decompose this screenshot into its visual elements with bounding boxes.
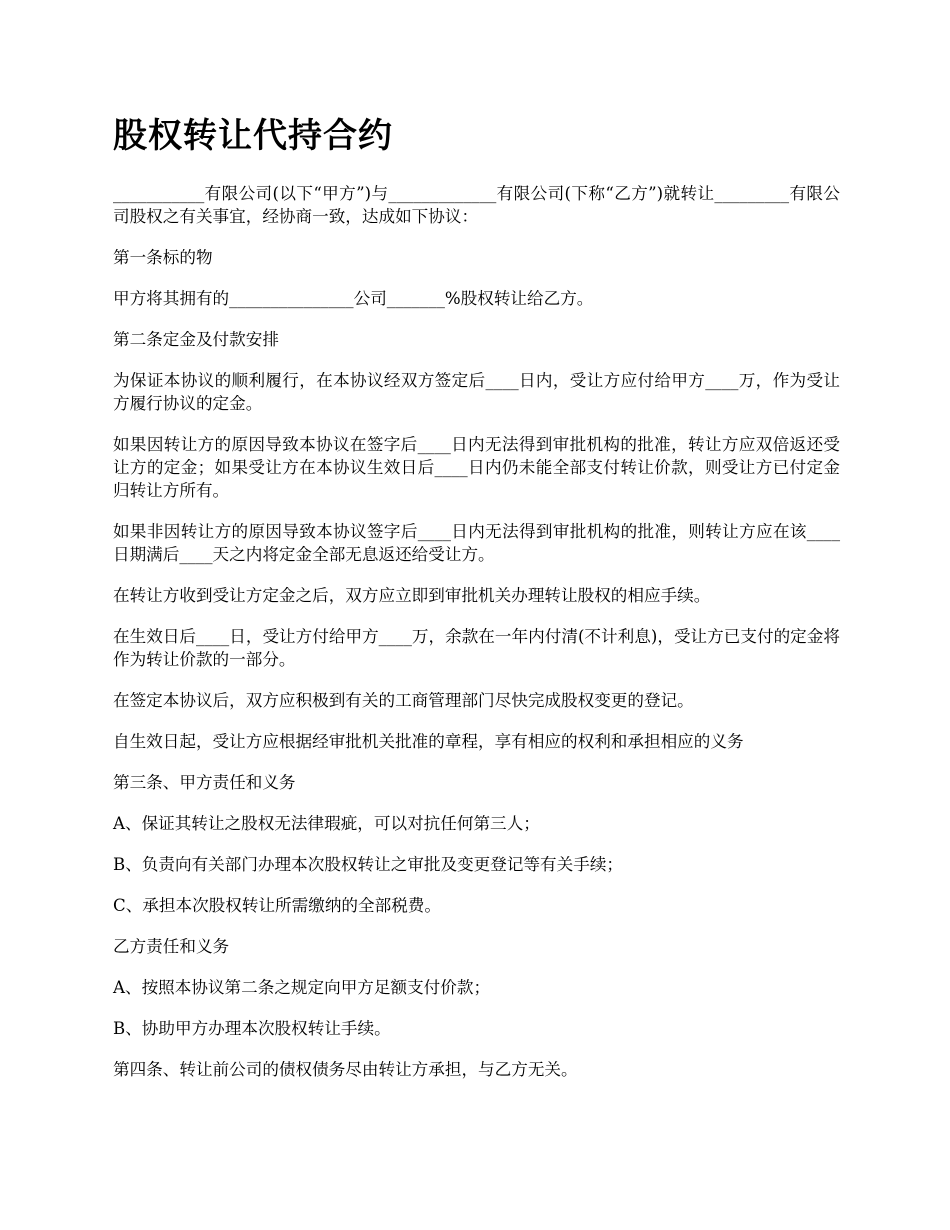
procedure-paragraph: 在转让方收到受让方定金之后，双方应立即到审批机关办理转让股权的相应手续。 — [113, 586, 711, 605]
party-a-duty-c: C、承担本次股权转让所需缴纳的全部税费。 — [113, 896, 441, 915]
article-3-heading: 第三条、甲方责任和义务 — [113, 773, 296, 792]
article-2-heading: 第二条定金及付款安排 — [113, 330, 279, 349]
intro-paragraph: ___________有限公司(以下“甲方”)与_____________有限公司(下称“乙方”)就转让_________有限公司股权之有关事宜，经协商一致，达成如下协议： — [113, 184, 840, 226]
party-a-duty-b: B、负责向有关部门办理本次股权转让之审批及变更登记等有关手续； — [113, 855, 624, 874]
registration-paragraph: 在签定本协议后，双方应积极到有关的工商管理部门尽快完成股权变更的登记。 — [113, 691, 694, 710]
refund-paragraph: 如果非因转让方的原因导致本协议签字后____日内无法得到审批机构的批准，则转让方应在该____日期满后____天之内将定金全部无息返还给受让方。 — [113, 522, 840, 564]
document-title: 股权转让代持合约 — [113, 116, 393, 156]
party-b-duties-heading: 乙方责任和义务 — [113, 937, 230, 956]
article-1-body: 甲方将其拥有的_______________公司_______%股权转让给乙方。 — [113, 289, 594, 308]
party-a-duty-a: A、保证其转让之股权无法律瑕疵，可以对抗任何第三人； — [113, 814, 540, 833]
breach-paragraph: 如果因转让方的原因导致本协议在签字后____日内无法得到审批机构的批准，转让方应双倍返还受让方的定金；如果受让方在本协议生效日后____日内仍未能全部支付转让价款，则受让方已付定金归转让方所有。 — [113, 435, 840, 500]
party-b-duty-a: A、按照本协议第二条之规定向甲方足额支付价款； — [113, 978, 491, 997]
article-4-paragraph: 第四条、转让前公司的债权债务尽由转让方承担，与乙方无关。 — [113, 1060, 578, 1079]
article-1-heading: 第一条标的物 — [113, 248, 213, 267]
party-b-duty-b: B、协助甲方办理本次股权转让手续。 — [113, 1019, 391, 1038]
deposit-paragraph: 为保证本协议的顺利履行，在本协议经双方签定后____日内，受让方应付给甲方____万，作为受让方履行协议的定金。 — [113, 371, 840, 413]
document-page — [113, 108, 840, 1099]
payment-paragraph: 在生效日后____日，受让方付给甲方____万，余款在一年内付清(不计利息)，受让方已支付的定金将作为转让价款的一部分。 — [113, 627, 840, 669]
rights-paragraph: 自生效日起，受让方应根据经审批机关批准的章程，享有相应的权利和承担相应的义务 — [113, 732, 744, 751]
